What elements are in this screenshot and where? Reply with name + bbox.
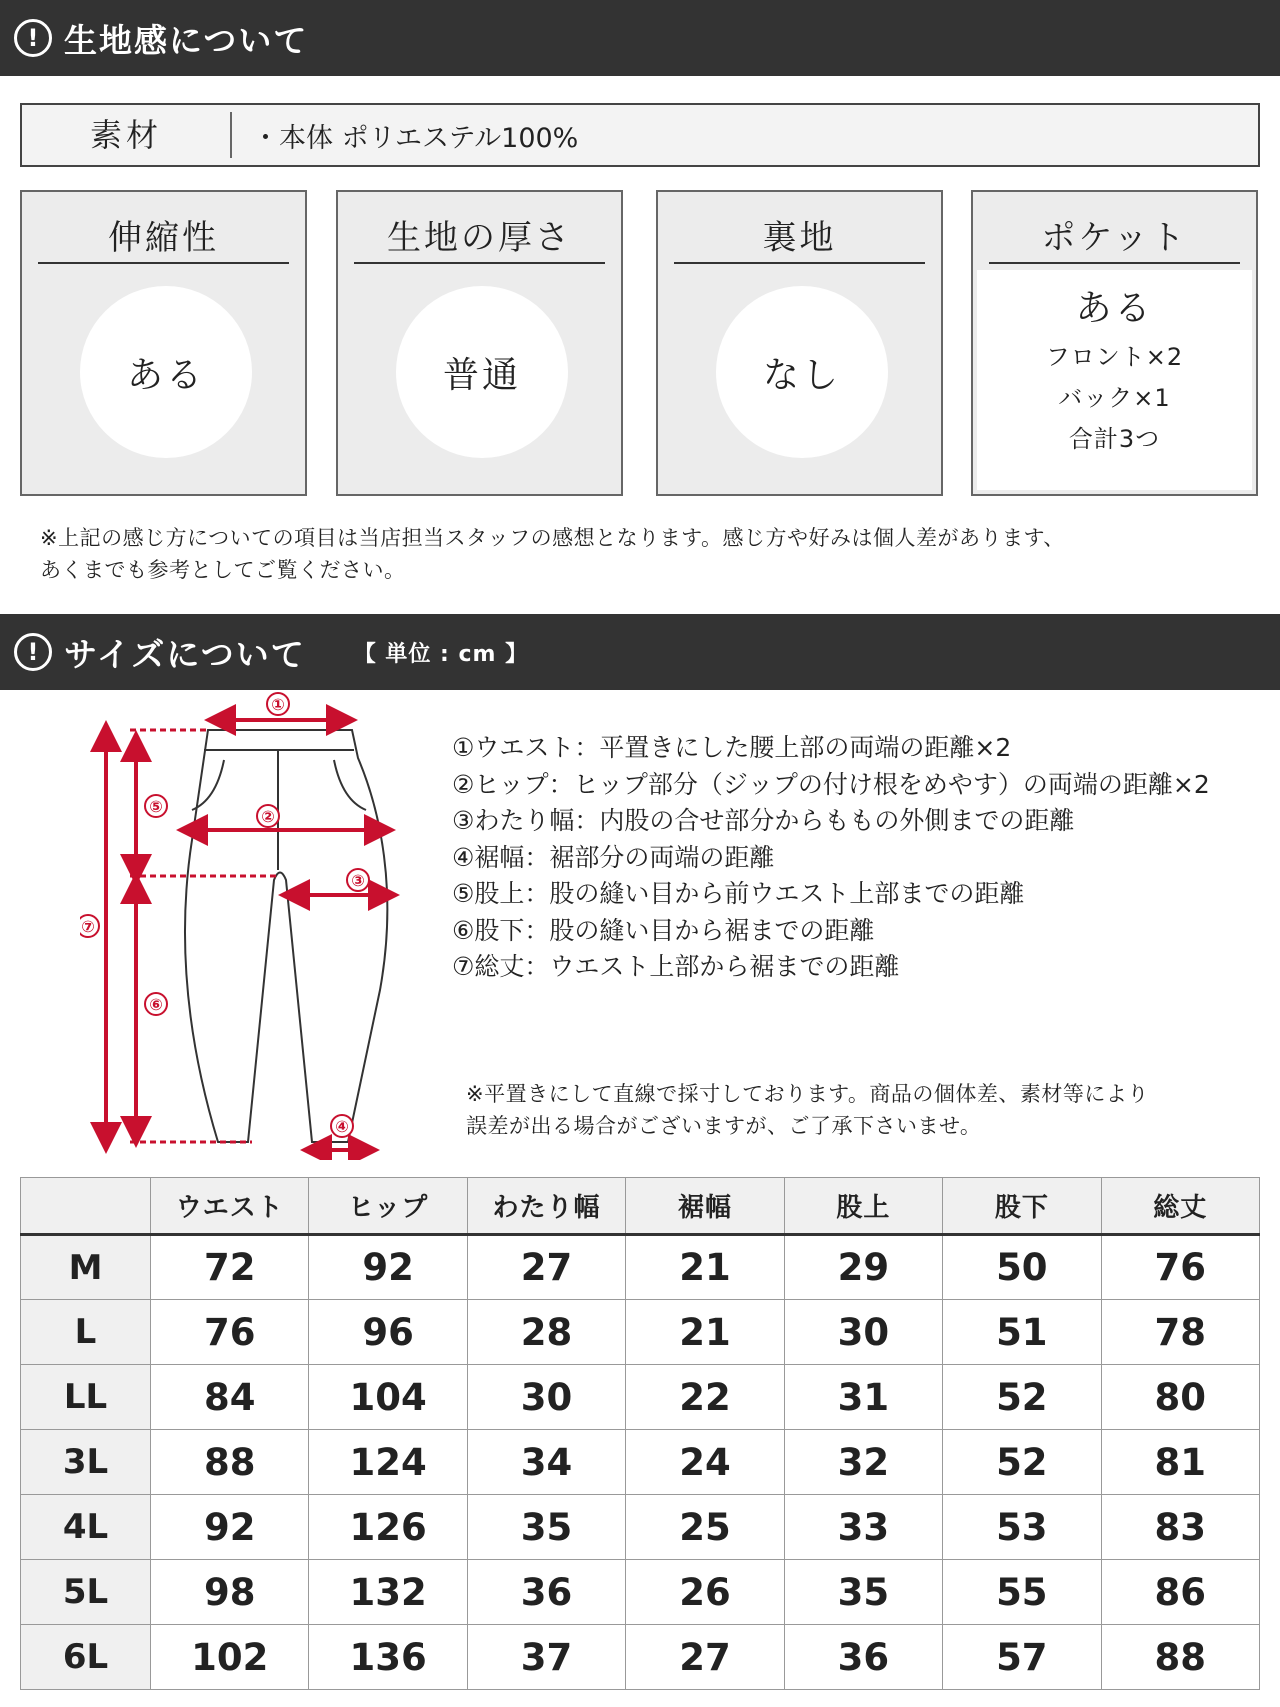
marker-rise: ⑤ (149, 797, 163, 816)
feature-lining (656, 190, 943, 496)
header-inseam: 股下 (943, 1178, 1101, 1235)
legend-item: ⑤股上：股の縫い目から前ウエスト上部までの距離 (452, 879, 1025, 908)
table-row (21, 1560, 1260, 1625)
legend-item: ③わたり幅：内股の合せ部分からももの外側までの距離 (452, 806, 1075, 835)
legend-item: ⑥股下：股の縫い目から裾までの距離 (452, 915, 875, 945)
table-row (21, 1625, 1260, 1690)
marker-hem: ④ (335, 1117, 349, 1136)
table-cell: 126 (309, 1495, 467, 1560)
unit-label: 【 単位 : cm 】 (353, 641, 529, 667)
table-cell: 27 (467, 1235, 625, 1300)
table-cell: 102 (151, 1625, 309, 1690)
pocket-detail: フロント×2 (1045, 343, 1184, 371)
marker-waist: ① (271, 695, 285, 714)
feature-value: ある (80, 286, 252, 458)
pocket-detail: 合計3つ (1068, 425, 1161, 453)
pocket-detail: バック×1 (1058, 384, 1171, 412)
table-cell: 98 (151, 1560, 309, 1625)
size-section-title: サイズについて (64, 634, 306, 674)
table-cell: 35 (784, 1560, 942, 1625)
table-cell: 92 (309, 1235, 467, 1300)
table-cell: 26 (626, 1560, 784, 1625)
exclamation-icon: ! (14, 19, 52, 57)
size-label-cell: 3L (21, 1430, 151, 1495)
feature-stretch (20, 190, 307, 496)
table-cell: 50 (943, 1235, 1101, 1300)
pants-diagram (80, 690, 440, 1160)
header-thigh: わたり幅 (467, 1178, 625, 1235)
table-cell: 36 (467, 1560, 625, 1625)
marker-hip: ② (261, 807, 275, 826)
table-cell: 29 (784, 1235, 942, 1300)
table-cell: 76 (151, 1300, 309, 1365)
size-section-header (0, 614, 1280, 690)
table-cell: 33 (784, 1495, 942, 1560)
header-length: 総丈 (1101, 1178, 1259, 1235)
table-cell: 92 (151, 1495, 309, 1560)
material-label: 素材 (22, 112, 232, 158)
marker-thigh: ③ (351, 871, 365, 890)
exclamation-icon: ! (14, 633, 52, 671)
table-cell: 22 (626, 1365, 784, 1430)
table-cell: 57 (943, 1625, 1101, 1690)
table-cell: 51 (943, 1300, 1101, 1365)
material-value: ・本体 ポリエステル100% (252, 122, 579, 154)
table-cell: 28 (467, 1300, 625, 1365)
table-cell: 81 (1101, 1430, 1259, 1495)
feature-title: 伸縮性 (38, 210, 289, 264)
feature-thickness (336, 190, 623, 496)
table-row (21, 1495, 1260, 1560)
table-cell: 132 (309, 1560, 467, 1625)
size-label-cell: 6L (21, 1625, 151, 1690)
header-hip: ヒップ (309, 1178, 467, 1235)
table-row (21, 1235, 1260, 1300)
table-cell: 27 (626, 1625, 784, 1690)
pants-outline (185, 730, 387, 1142)
table-cell: 78 (1101, 1300, 1259, 1365)
table-cell: 136 (309, 1625, 467, 1690)
header-rise: 股上 (784, 1178, 942, 1235)
size-label-cell: M (21, 1235, 151, 1300)
table-cell: 72 (151, 1235, 309, 1300)
table-cell: 53 (943, 1495, 1101, 1560)
measurement-note-line: 誤差が出る場合がございますが、ご了承下さいませ。 (466, 1114, 982, 1138)
header-hem: 裾幅 (626, 1178, 784, 1235)
size-label-cell: 5L (21, 1560, 151, 1625)
table-cell: 36 (784, 1625, 942, 1690)
table-cell: 25 (626, 1495, 784, 1560)
table-cell: 80 (1101, 1365, 1259, 1430)
header-cell-blank (21, 1178, 151, 1235)
feature-value: 普通 (396, 286, 568, 458)
table-cell: 88 (151, 1430, 309, 1495)
table-header-row (21, 1178, 1260, 1235)
pocket-detail-panel (977, 270, 1252, 490)
size-table (20, 1177, 1260, 1690)
legend-item: ①ウエスト：平置きにした腰上部の両端の距離×2 (452, 733, 1012, 762)
table-cell: 32 (784, 1430, 942, 1495)
table-cell: 52 (943, 1430, 1101, 1495)
legend-item: ④裾幅：裾部分の両端の距離 (452, 842, 775, 872)
feature-title: ポケット (989, 210, 1240, 264)
measurement-legend (452, 730, 1210, 986)
table-cell: 52 (943, 1365, 1101, 1430)
measurement-note (466, 1078, 1149, 1142)
material-row (20, 103, 1260, 167)
table-cell: 84 (151, 1365, 309, 1430)
header-waist: ウエスト (151, 1178, 309, 1235)
table-cell: 35 (467, 1495, 625, 1560)
fabric-section-title: 生地感について (64, 20, 309, 60)
size-label-cell: 4L (21, 1495, 151, 1560)
table-cell: 21 (626, 1235, 784, 1300)
fabric-note-line: ※上記の感じ方についての項目は当店担当スタッフの感想となります。感じ方や好みは個人差があります、 (40, 526, 1065, 550)
table-cell: 34 (467, 1430, 625, 1495)
fabric-section-header (0, 0, 1280, 76)
fabric-note-line: あくまでも参考としてご覧ください。 (40, 558, 406, 582)
table-cell: 37 (467, 1625, 625, 1690)
table-cell: 86 (1101, 1560, 1259, 1625)
size-label-cell: L (21, 1300, 151, 1365)
legend-item: ⑦総丈：ウエスト上部から裾までの距離 (452, 952, 900, 981)
fabric-note (40, 522, 1065, 586)
table-cell: 88 (1101, 1625, 1259, 1690)
table-cell: 83 (1101, 1495, 1259, 1560)
feature-pocket (971, 190, 1258, 496)
size-label-cell: LL (21, 1365, 151, 1430)
table-cell: 31 (784, 1365, 942, 1430)
table-cell: 21 (626, 1300, 784, 1365)
marker-inseam: ⑥ (149, 995, 163, 1014)
table-cell: 104 (309, 1365, 467, 1430)
table-cell: 30 (784, 1300, 942, 1365)
legend-item: ②ヒップ：ヒップ部分（ジップの付け根をめやす）の両端の距離×2 (452, 769, 1210, 799)
table-cell: 76 (1101, 1235, 1259, 1300)
table-cell: 24 (626, 1430, 784, 1495)
table-cell: 30 (467, 1365, 625, 1430)
feature-title: 生地の厚さ (354, 210, 605, 264)
table-cell: 55 (943, 1560, 1101, 1625)
feature-title: 裏地 (674, 210, 925, 264)
table-row (21, 1365, 1260, 1430)
table-row (21, 1300, 1260, 1365)
measurement-note-line: ※平置きにして直線で採寸しております。商品の個体差、素材等により (466, 1082, 1149, 1106)
marker-length: ⑦ (81, 917, 95, 936)
feature-value: なし (716, 286, 888, 458)
table-cell: 124 (309, 1430, 467, 1495)
table-row (21, 1430, 1260, 1495)
feature-value: ある (1075, 288, 1154, 329)
table-cell: 96 (309, 1300, 467, 1365)
